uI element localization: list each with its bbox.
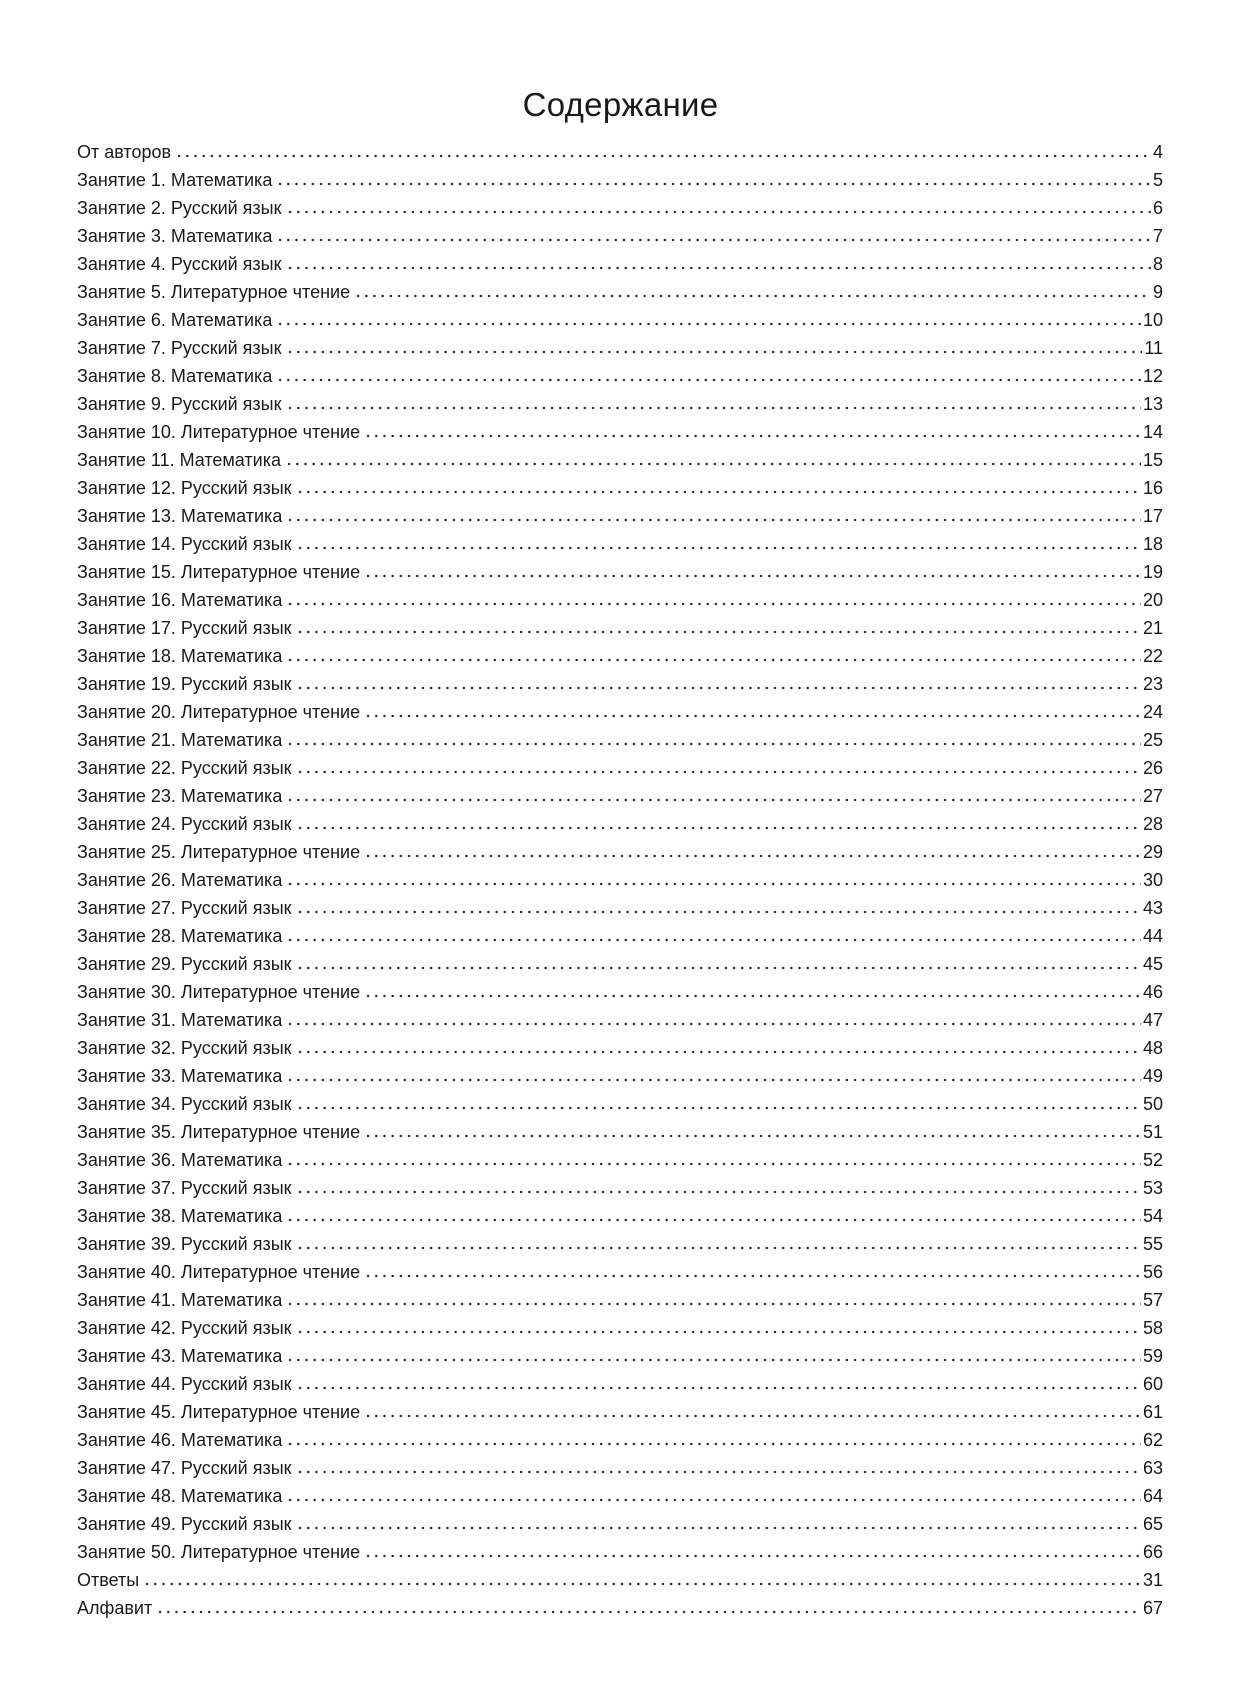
toc-entry-label: Занятие 20. Литературное чтение (77, 702, 361, 722)
toc-entry[interactable] (77, 754, 1163, 782)
toc-entry-label: От авторов (77, 142, 172, 162)
toc-entry-page-number: 43 (1142, 898, 1163, 918)
toc-entry-page-number: 22 (1142, 646, 1163, 666)
toc-entry-label: Занятие 45. Литературное чтение (77, 1402, 361, 1422)
toc-entry[interactable] (77, 446, 1163, 474)
toc-entry[interactable] (77, 278, 1163, 306)
toc-entry-label: Занятие 21. Математика (77, 730, 283, 750)
toc-entry-label: Занятие 8. Математика (77, 366, 273, 386)
toc-entry-label: Занятие 4. Русский язык (77, 254, 282, 274)
dot-leader (286, 1302, 1141, 1306)
dot-leader (286, 658, 1141, 662)
dot-leader (364, 1414, 1141, 1418)
toc-entry[interactable] (77, 642, 1163, 670)
dot-leader (296, 1386, 1141, 1390)
toc-entry-label: Алфавит (77, 1598, 153, 1618)
toc-entry[interactable] (77, 362, 1163, 390)
toc-entry[interactable] (77, 1314, 1163, 1342)
toc-entry-page-number: 16 (1142, 478, 1163, 498)
toc-entry-label: Занятие 40. Литературное чтение (77, 1262, 361, 1282)
toc-entry-page-number: 13 (1142, 394, 1163, 414)
dot-leader (286, 1162, 1141, 1166)
toc-entry[interactable] (77, 1482, 1163, 1510)
toc-entry-label: Занятие 5. Литературное чтение (77, 282, 351, 302)
toc-entry-page-number: 50 (1142, 1094, 1163, 1114)
toc-entry-label: Занятие 35. Литературное чтение (77, 1122, 361, 1142)
toc-entry-page-number: 23 (1142, 674, 1163, 694)
toc-entry[interactable] (77, 1090, 1163, 1118)
dot-leader (364, 994, 1141, 998)
dot-leader (296, 966, 1141, 970)
toc-entry-page-number: 26 (1142, 758, 1163, 778)
dot-leader (286, 1498, 1141, 1502)
toc-entry-page-number: 47 (1142, 1010, 1163, 1030)
dot-leader (143, 1582, 1141, 1586)
toc-entry-page-number: 45 (1142, 954, 1163, 974)
toc-entry[interactable] (77, 250, 1163, 278)
toc-entry[interactable] (77, 866, 1163, 894)
dot-leader (296, 1050, 1141, 1054)
toc-entry-label: Занятие 18. Математика (77, 646, 283, 666)
toc-entry[interactable] (77, 334, 1163, 362)
toc-entry[interactable] (77, 530, 1163, 558)
toc-entry-label: Занятие 32. Русский язык (77, 1038, 292, 1058)
toc-entry-page-number: 62 (1142, 1430, 1163, 1450)
toc-entry-label: Занятие 1. Математика (77, 170, 273, 190)
toc-entry[interactable] (77, 1370, 1163, 1398)
toc-entry-page-number: 58 (1142, 1318, 1163, 1338)
table-of-contents (77, 138, 1163, 1622)
dot-leader (175, 154, 1151, 158)
toc-entry-label: Занятие 22. Русский язык (77, 758, 292, 778)
toc-entry-label: Занятие 38. Математика (77, 1206, 283, 1226)
toc-entry[interactable] (77, 1230, 1163, 1258)
toc-entry[interactable] (77, 1594, 1163, 1622)
toc-entry-label: Занятие 6. Математика (77, 310, 273, 330)
toc-entry[interactable] (77, 558, 1163, 586)
toc-entry[interactable] (77, 614, 1163, 642)
toc-entry-page-number: 53 (1142, 1178, 1163, 1198)
dot-leader (364, 854, 1141, 858)
dot-leader (296, 1330, 1141, 1334)
dot-leader (354, 294, 1151, 298)
dot-leader (296, 1106, 1141, 1110)
toc-entry-page-number: 28 (1142, 814, 1163, 834)
toc-entry[interactable] (77, 474, 1163, 502)
toc-entry-label: Занятие 30. Литературное чтение (77, 982, 361, 1002)
toc-entry-label: Занятие 39. Русский язык (77, 1234, 292, 1254)
dot-leader (286, 1078, 1141, 1082)
toc-entry[interactable] (77, 1258, 1163, 1286)
dot-leader (296, 490, 1141, 494)
toc-entry-label: Занятие 36. Математика (77, 1150, 283, 1170)
toc-entry[interactable] (77, 782, 1163, 810)
dot-leader (276, 238, 1151, 242)
toc-entry-page-number: 65 (1142, 1514, 1163, 1534)
toc-entry[interactable] (77, 1286, 1163, 1314)
toc-entry[interactable] (77, 222, 1163, 250)
toc-entry-page-number: 9 (1152, 282, 1163, 302)
toc-entry[interactable] (77, 166, 1163, 194)
dot-leader (286, 406, 1141, 410)
toc-entry-page-number: 54 (1142, 1206, 1163, 1226)
dot-leader (286, 266, 1151, 270)
toc-entry[interactable] (77, 950, 1163, 978)
toc-entry-label: Занятие 9. Русский язык (77, 394, 282, 414)
toc-entry-page-number: 51 (1142, 1122, 1163, 1142)
toc-entry-page-number: 20 (1142, 590, 1163, 610)
dot-leader (364, 574, 1141, 578)
toc-entry-page-number: 19 (1142, 562, 1163, 582)
toc-entry[interactable] (77, 390, 1163, 418)
dot-leader (364, 434, 1141, 438)
dot-leader (296, 546, 1141, 550)
toc-entry-label: Занятие 47. Русский язык (77, 1458, 292, 1478)
toc-entry-page-number: 57 (1142, 1290, 1163, 1310)
toc-entry[interactable] (77, 978, 1163, 1006)
toc-entry-page-number: 4 (1152, 142, 1163, 162)
toc-entry-page-number: 52 (1142, 1150, 1163, 1170)
toc-entry[interactable] (77, 418, 1163, 446)
toc-entry-label: Занятие 31. Математика (77, 1010, 283, 1030)
toc-entry-label: Занятие 16. Математика (77, 590, 283, 610)
toc-entry[interactable] (77, 586, 1163, 614)
toc-entry[interactable] (77, 726, 1163, 754)
toc-entry-page-number: 60 (1142, 1374, 1163, 1394)
dot-leader (296, 826, 1141, 830)
dot-leader (286, 210, 1151, 214)
toc-entry-page-number: 5 (1152, 170, 1163, 190)
toc-entry-label: Занятие 48. Математика (77, 1486, 283, 1506)
toc-entry[interactable] (77, 1118, 1163, 1146)
toc-entry[interactable] (77, 670, 1163, 698)
dot-leader (296, 910, 1141, 914)
toc-entry-page-number: 27 (1142, 786, 1163, 806)
toc-entry-page-number: 10 (1142, 310, 1163, 330)
dot-leader (296, 1526, 1141, 1530)
dot-leader (296, 1190, 1141, 1194)
dot-leader (276, 322, 1141, 326)
toc-entry-label: Занятие 27. Русский язык (77, 898, 292, 918)
toc-entry[interactable] (77, 306, 1163, 334)
dot-leader (285, 462, 1141, 466)
toc-entry-label: Занятие 23. Математика (77, 786, 283, 806)
dot-leader (296, 770, 1141, 774)
toc-entry-label: Занятие 10. Литературное чтение (77, 422, 361, 442)
toc-entry-page-number: 67 (1142, 1598, 1163, 1618)
toc-entry[interactable] (77, 922, 1163, 950)
toc-entry-page-number: 8 (1152, 254, 1163, 274)
dot-leader (286, 602, 1141, 606)
toc-entry-page-number: 63 (1142, 1458, 1163, 1478)
toc-entry-page-number: 64 (1142, 1486, 1163, 1506)
toc-entry-page-number: 59 (1142, 1346, 1163, 1366)
toc-entry[interactable] (77, 1146, 1163, 1174)
toc-entry-page-number: 11 (1144, 338, 1163, 358)
dot-leader (286, 742, 1141, 746)
dot-leader (296, 1470, 1141, 1474)
toc-entry-label: Занятие 3. Математика (77, 226, 273, 246)
dot-leader (286, 1358, 1141, 1362)
dot-leader (286, 938, 1141, 942)
toc-entry-label: Занятие 2. Русский язык (77, 198, 282, 218)
toc-entry[interactable] (77, 838, 1163, 866)
dot-leader (286, 1442, 1141, 1446)
dot-leader (364, 1554, 1141, 1558)
toc-entry-label: Занятие 34. Русский язык (77, 1094, 292, 1114)
toc-entry-label: Занятие 37. Русский язык (77, 1178, 292, 1198)
dot-leader (286, 1022, 1141, 1026)
toc-entry-page-number: 14 (1142, 422, 1163, 442)
toc-entry[interactable] (77, 1510, 1163, 1538)
toc-entry-label: Занятие 12. Русский язык (77, 478, 292, 498)
dot-leader (286, 798, 1141, 802)
dot-leader (296, 686, 1141, 690)
toc-entry-label: Занятие 7. Русский язык (77, 338, 282, 358)
toc-entry[interactable] (77, 1398, 1163, 1426)
toc-entry-label: Занятие 33. Математика (77, 1066, 283, 1086)
toc-entry-page-number: 48 (1142, 1038, 1163, 1058)
toc-entry-page-number: 46 (1142, 982, 1163, 1002)
toc-entry-page-number: 6 (1152, 198, 1163, 218)
dot-leader (286, 882, 1141, 886)
toc-entry-page-number: 7 (1152, 226, 1163, 246)
toc-entry-label: Занятие 43. Математика (77, 1346, 283, 1366)
toc-entry-page-number: 17 (1142, 506, 1163, 526)
dot-leader (276, 378, 1141, 382)
toc-entry-page-number: 25 (1142, 730, 1163, 750)
toc-entry-page-number: 24 (1142, 702, 1163, 722)
toc-entry[interactable] (77, 1566, 1163, 1594)
toc-entry-page-number: 55 (1142, 1234, 1163, 1254)
toc-entry-page-number: 12 (1142, 366, 1163, 386)
toc-entry-page-number: 44 (1142, 926, 1163, 946)
toc-entry[interactable] (77, 1342, 1163, 1370)
toc-entry-label: Занятие 49. Русский язык (77, 1514, 292, 1534)
toc-entry-label: Ответы (77, 1570, 140, 1590)
toc-entry[interactable] (77, 1062, 1163, 1090)
toc-entry-label: Занятие 26. Математика (77, 870, 283, 890)
toc-entry-label: Занятие 41. Математика (77, 1290, 283, 1310)
toc-entry-label: Занятие 46. Математика (77, 1430, 283, 1450)
toc-entry-page-number: 21 (1142, 618, 1163, 638)
toc-entry[interactable] (77, 810, 1163, 838)
toc-entry-label: Занятие 29. Русский язык (77, 954, 292, 974)
toc-entry-label: Занятие 28. Математика (77, 926, 283, 946)
toc-entry[interactable] (77, 1426, 1163, 1454)
dot-leader (296, 630, 1141, 634)
toc-entry[interactable] (77, 1034, 1163, 1062)
toc-entry-label: Занятие 14. Русский язык (77, 534, 292, 554)
toc-entry-page-number: 18 (1142, 534, 1163, 554)
toc-entry-label: Занятие 44. Русский язык (77, 1374, 292, 1394)
dot-leader (286, 1218, 1141, 1222)
page-title: Содержание (522, 86, 719, 123)
toc-entry-label: Занятие 17. Русский язык (77, 618, 292, 638)
dot-leader (276, 182, 1151, 186)
dot-leader (156, 1610, 1141, 1614)
toc-entry[interactable] (77, 1538, 1163, 1566)
toc-entry-page-number: 56 (1142, 1262, 1163, 1282)
dot-leader (296, 1246, 1141, 1250)
toc-entry-page-number: 31 (1142, 1570, 1163, 1590)
toc-entry-page-number: 61 (1142, 1402, 1163, 1422)
toc-entry-page-number: 15 (1142, 450, 1163, 470)
dot-leader (364, 1274, 1141, 1278)
toc-entry[interactable] (77, 1006, 1163, 1034)
toc-entry[interactable] (77, 1174, 1163, 1202)
toc-entry[interactable] (77, 194, 1163, 222)
dot-leader (364, 1134, 1141, 1138)
dot-leader (286, 518, 1141, 522)
toc-entry-label: Занятие 15. Литературное чтение (77, 562, 361, 582)
toc-entry-label: Занятие 50. Литературное чтение (77, 1542, 361, 1562)
toc-entry-page-number: 66 (1142, 1542, 1163, 1562)
toc-entry-page-number: 30 (1142, 870, 1163, 890)
dot-leader (364, 714, 1141, 718)
toc-entry-label: Занятие 24. Русский язык (77, 814, 292, 834)
toc-entry-page-number: 49 (1142, 1066, 1163, 1086)
dot-leader (286, 350, 1143, 354)
toc-entry[interactable] (77, 894, 1163, 922)
toc-entry[interactable] (77, 138, 1163, 166)
toc-entry-label: Занятие 13. Математика (77, 506, 283, 526)
toc-entry-label: Занятие 19. Русский язык (77, 674, 292, 694)
toc-entry-label: Занятие 11. Математика (77, 450, 282, 470)
toc-entry[interactable] (77, 1202, 1163, 1230)
toc-entry-label: Занятие 42. Русский язык (77, 1318, 292, 1338)
toc-entry-page-number: 29 (1142, 842, 1163, 862)
toc-entry-label: Занятие 25. Литературное чтение (77, 842, 361, 862)
toc-entry[interactable] (77, 1454, 1163, 1482)
toc-entry[interactable] (77, 502, 1163, 530)
toc-entry[interactable] (77, 698, 1163, 726)
